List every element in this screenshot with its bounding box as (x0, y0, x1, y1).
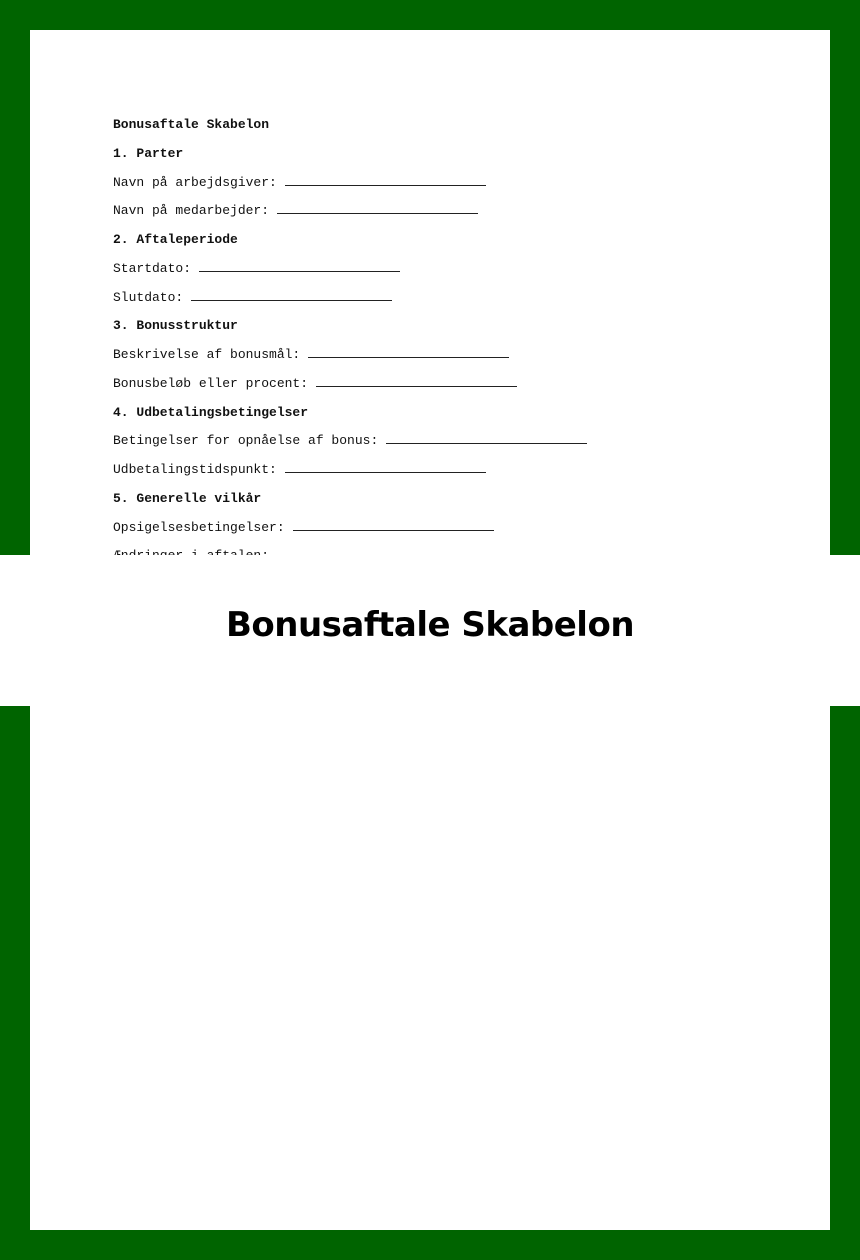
document-content (113, 116, 793, 555)
field-payout-time (113, 461, 793, 490)
blank-line (308, 346, 509, 358)
field-label: Startdato: (113, 260, 192, 276)
field-termination-terms (113, 519, 793, 548)
banner-title: Bonusaftale Skabelon (225, 604, 635, 645)
document-title: Bonusaftale Skabelon (113, 117, 270, 132)
blank-line (199, 260, 400, 272)
field-employee-name (113, 202, 793, 231)
blank-line (191, 289, 392, 301)
section-heading-bonusstruktur: 3. Bonusstruktur (113, 318, 238, 334)
field-label: Slutdato: (113, 289, 184, 305)
field-label: Opsigelsesbetingelser: (113, 519, 285, 535)
section-heading-udbetalingsbetingelser: 4. Udbetalingsbetingelser (113, 404, 309, 420)
blank-line (316, 375, 517, 387)
field-label: Bonusbeløb eller procent: (113, 375, 309, 391)
field-employer-name (113, 174, 793, 203)
blank-line (285, 461, 486, 473)
section-heading-parter: 1. Parter (113, 145, 184, 161)
section-heading-generelle-vilkar: 5. Generelle vilkår (113, 490, 262, 506)
field-bonus-conditions (113, 432, 793, 461)
blank-line (277, 202, 478, 214)
field-start-date (113, 260, 793, 289)
field-label: Navn på medarbejder: (113, 203, 270, 219)
title-banner (0, 555, 860, 706)
field-label: Navn på arbejdsgiver: (113, 174, 277, 190)
field-end-date (113, 289, 793, 318)
blank-line (293, 519, 494, 531)
field-label: Beskrivelse af bonusmål: (113, 347, 301, 362)
field-bonus-amount (113, 375, 793, 404)
field-bonus-goal (113, 346, 793, 375)
section-heading-aftaleperiode: 2. Aftaleperiode (113, 232, 238, 247)
blank-line (285, 174, 486, 186)
blank-line (386, 432, 587, 444)
field-label: Betingelser for opnåelse af bonus: (113, 433, 379, 449)
field-label: Udbetalingstidspunkt: (113, 462, 277, 477)
